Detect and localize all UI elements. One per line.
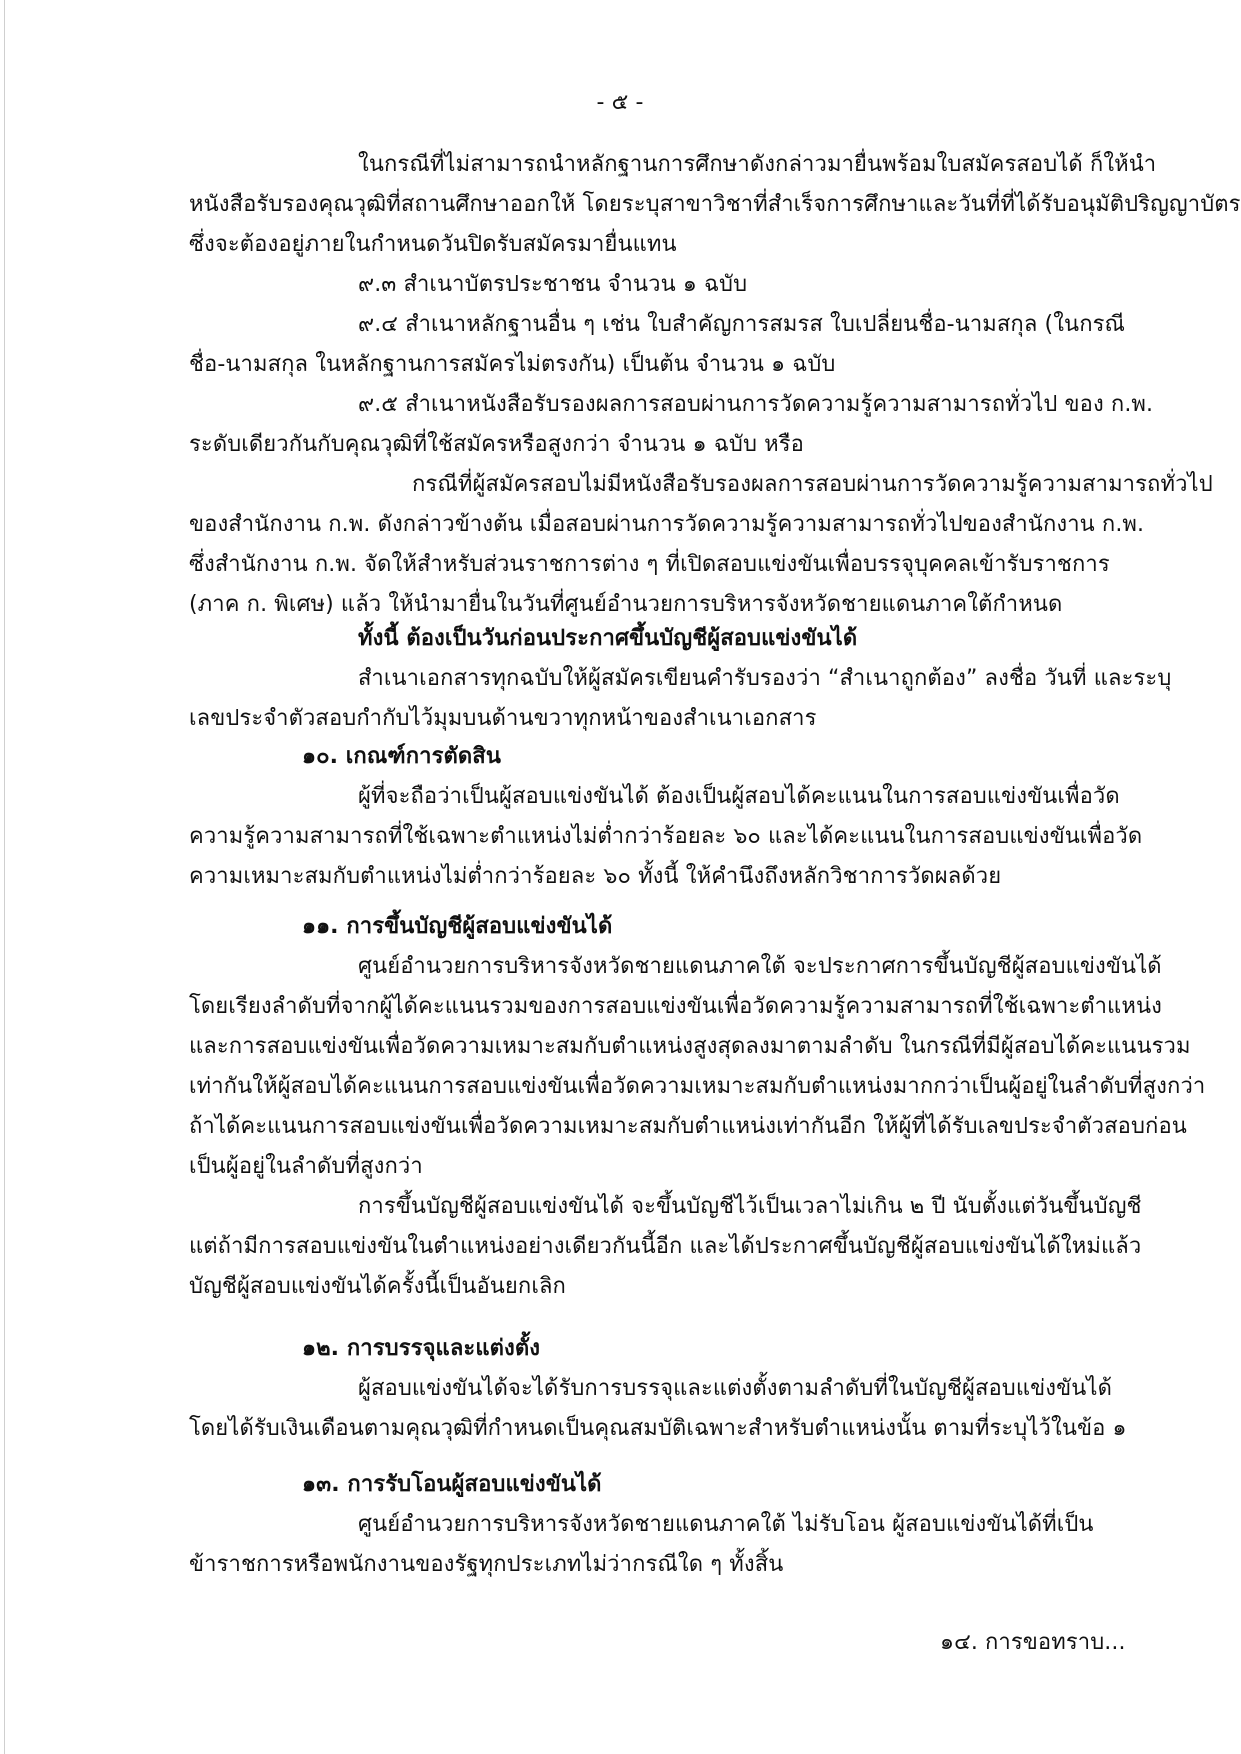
section-11-line: แต่ถ้ามีการสอบแข่งขันในตำแหน่งอย่างเดียวกันนี้อีก และได้ประกาศขึ้นบัญชีผู้สอบแข่งขันได้ใหม่แล้ว (189, 1234, 1142, 1259)
paragraph-line: หนังสือรับรองคุณวุฒิที่สถานศึกษาออกให้ โดยระบุสาขาวิชาที่สำเร็จการศึกษาและวันที่ที่ได้รับอนุมัติปริญญาบัตร (189, 192, 1241, 217)
section-11-line: ศูนย์อำนวยการบริหารจังหวัดชายแดนภาคใต้ จะประกาศการขึ้นบัญชีผู้สอบแข่งขันได้ (358, 954, 1162, 979)
section-11-line: การขึ้นบัญชีผู้สอบแข่งขันได้ จะขึ้นบัญชีไว้เป็นเวลาไม่เกิน ๒ ปี นับตั้งแต่วันขึ้นบัญชี (358, 1194, 1142, 1219)
section-11-line: โดยเรียงลำดับที่จากผู้ได้คะแนนรวมของการสอบแข่งขันเพื่อวัดความรู้ความสามารถที่ใช้เฉพาะตำแหน่ง (189, 994, 1162, 1019)
item-9-4-line: ชื่อ-นามสกุล ในหลักฐานการสมัครไม่ตรงกัน) เป็นต้น จำนวน ๑ ฉบับ (189, 352, 836, 377)
continuation-marker: ๑๔. การขอทราบ... (940, 1630, 1126, 1655)
item-9-4-line: ๙.๔ สำเนาหลักฐานอื่น ๆ เช่น ใบสำคัญการสมรส ใบเปลี่ยนชื่อ-นามสกุล (ในกรณี (358, 312, 1126, 337)
paragraph-line: ซึ่งสำนักงาน ก.พ. จัดให้สำหรับส่วนราชการต่าง ๆ ที่เปิดสอบแข่งขันเพื่อบรรจุบุคคลเข้ารับราชการ (189, 552, 1110, 577)
paragraph-line: เลขประจำตัวสอบกำกับไว้มุมบนด้านขวาทุกหน้าของสำเนาเอกสาร (189, 706, 817, 731)
section-10-line: ความรู้ความสามารถที่ใช้เฉพาะตำแหน่งไม่ต่ำกว่าร้อยละ ๖๐ และได้คะแนนในการสอบแข่งขันเพื่อวัด (189, 824, 1143, 849)
section-13-line: ข้าราชการหรือพนักงานของรัฐทุกประเภทไม่ว่ากรณีใด ๆ ทั้งสิ้น (189, 1552, 784, 1577)
section-13-heading: ๑๓. การรับโอนผู้สอบแข่งขันได้ (302, 1472, 602, 1497)
item-9-5-line: ๙.๕ สำเนาหนังสือรับรองผลการสอบผ่านการวัดความรู้ความสามารถทั่วไป ของ ก.พ. (358, 392, 1154, 417)
paragraph-line: (ภาค ก. พิเศษ) แล้ว ให้นำมายื่นในวันที่ศูนย์อำนวยการบริหารจังหวัดชายแดนภาคใต้กำหนด (189, 592, 1063, 617)
paragraph-line: สำเนาเอกสารทุกฉบับให้ผู้สมัครเขียนคำรับรองว่า “สำเนาถูกต้อง” ลงชื่อ วันที่ และระบุ (358, 666, 1172, 691)
section-10-line: ผู้ที่จะถือว่าเป็นผู้สอบแข่งขันได้ ต้องเป็นผู้สอบได้คะแนนในการสอบแข่งขันเพื่อวัด (358, 784, 1120, 809)
paragraph-line: กรณีที่ผู้สมัครสอบไม่มีหนังสือรับรองผลการสอบผ่านการวัดความรู้ความสามารถทั่วไป (412, 472, 1213, 497)
section-11-heading: ๑๑. การขึ้นบัญชีผู้สอบแข่งขันได้ (302, 914, 613, 939)
section-13-line: ศูนย์อำนวยการบริหารจังหวัดชายแดนภาคใต้ ไม่รับโอน ผู้สอบแข่งขันได้ที่เป็น (358, 1512, 1094, 1537)
note-bold: ทั้งนี้ ต้องเป็นวันก่อนประกาศขึ้นบัญชีผู้สอบแข่งขันได้ (358, 626, 858, 651)
section-12-heading: ๑๒. การบรรจุและแต่งตั้ง (302, 1336, 541, 1361)
section-12-line: โดยได้รับเงินเดือนตามคุณวุฒิที่กำหนดเป็นคุณสมบัติเฉพาะสำหรับตำแหน่งนั้น ตามที่ระบุไว้ในข้อ ๑ (189, 1416, 1127, 1441)
paragraph-line: ในกรณีที่ไม่สามารถนำหลักฐานการศึกษาดังกล่าวมายื่นพร้อมใบสมัครสอบได้ ก็ให้นำ (358, 152, 1157, 177)
section-11-line: และการสอบแข่งขันเพื่อวัดความเหมาะสมกับตำแหน่งสูงสุดลงมาตามลำดับ ในกรณีที่มีผู้สอบได้คะแนนรวม (189, 1034, 1191, 1059)
section-11-line: เป็นผู้อยู่ในลำดับที่สูงกว่า (189, 1154, 423, 1179)
section-11-line: ถ้าได้คะแนนการสอบแข่งขันเพื่อวัดความเหมาะสมกับตำแหน่งเท่ากันอีก ให้ผู้ที่ได้รับเลขประจำตัวสอบก่อน (189, 1114, 1187, 1139)
item-9-3: ๙.๓ สำเนาบัตรประชาชน จำนวน ๑ ฉบับ (358, 272, 748, 297)
section-12-line: ผู้สอบแข่งขันได้จะได้รับการบรรจุและแต่งตั้งตามลำดับที่ในบัญชีผู้สอบแข่งขันได้ (358, 1376, 1112, 1401)
page-number: - ๕ - (596, 90, 644, 115)
section-11-line: เท่ากันให้ผู้สอบได้คะแนนการสอบแข่งขันเพื่อวัดความเหมาะสมกับตำแหน่งมากกว่าเป็นผู้อยู่ในลำดับที่สูงกว่า (189, 1074, 1206, 1099)
section-10-line: ความเหมาะสมกับตำแหน่งไม่ต่ำกว่าร้อยละ ๖๐ ทั้งนี้ ให้คำนึงถึงหลักวิชาการวัดผลด้วย (189, 864, 1002, 889)
section-11-line: บัญชีผู้สอบแข่งขันได้ครั้งนี้เป็นอันยกเลิก (189, 1274, 566, 1299)
scan-edge-line (4, 0, 5, 1754)
item-9-5-line: ระดับเดียวกันกับคุณวุฒิที่ใช้สมัครหรือสูงกว่า จำนวน ๑ ฉบับ หรือ (189, 432, 804, 457)
paragraph-line: ซึ่งจะต้องอยู่ภายในกำหนดวันปิดรับสมัครมายื่นแทน (189, 232, 677, 257)
section-10-heading: ๑๐. เกณฑ์การตัดสิน (302, 744, 501, 769)
paragraph-line: ของสำนักงาน ก.พ. ดังกล่าวข้างต้น เมื่อสอบผ่านการวัดความรู้ความสามารถทั่วไปของสำนักงาน ก.พ. (189, 512, 1145, 537)
